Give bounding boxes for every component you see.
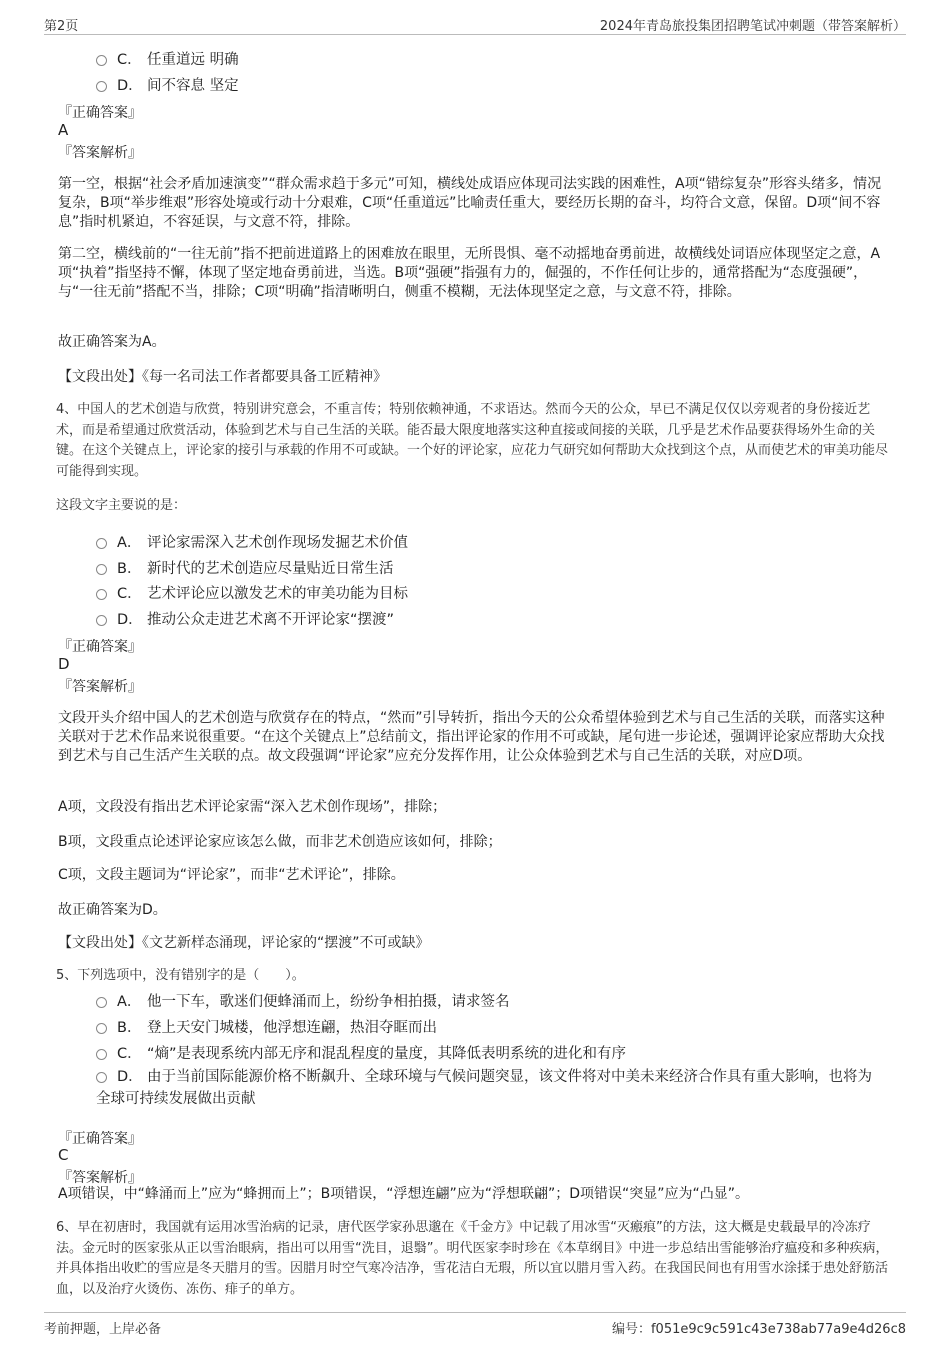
option-b[interactable] (96, 557, 394, 578)
question-prompt: 这段文字主要说的是： (56, 498, 187, 513)
answer-label: 『正确答案』 (58, 105, 142, 121)
analysis-paragraph: 第二空，横线前的“一往无前”指不把前进道路上的困难放在眼里，无所畏惧、毫不动摇地奋勇前进，故横线处词语应体现坚定之意，A项“执着”指坚持不懈，体现了坚定地奋勇前进，当选。B项“强硬”指强有力的，倔强的，不作任何让步的，通常搭配为“态度强硬”，与“一往无前”搭配不当，排除；C项“明确”指清晰明白，侧重不模糊，无法体现坚定之意，与文意不符，排除。 (58, 246, 881, 300)
radio-icon[interactable] (96, 997, 107, 1008)
source-citation: 【文段出处】《每一名司法工作者都要具备工匠精神》 (58, 369, 387, 385)
radio-icon[interactable] (96, 1049, 107, 1060)
answer-value: D (58, 655, 70, 673)
option-text: 由于当前国际能源价格不断飙升、全球环境与气候问题突显，该文件将对中美未来经济合作具有重大影响，也将为全球可持续发展做出贡献 (96, 1069, 872, 1107)
option-text: 艺术评论应以激发艺术的审美功能为目标 (147, 586, 408, 602)
question-stem: 5、下列选项中，没有错别字的是（ ）。 (56, 968, 305, 983)
option-letter: C． (117, 586, 142, 602)
option-d[interactable] (96, 608, 394, 629)
radio-icon[interactable] (96, 538, 107, 549)
analysis-paragraph: 文段开头介绍中国人的艺术创造与欣赏存在的特点，“然而”引导转折，指出今天的公众希望体验到艺术与自己生活的关联，而落实这种关联对于艺术作品来说很重要。“在这个关键点上”总结前文，指出评论家的作用不可或缺，尾句进一步论述，强调评论家应帮助大众找到艺术与自己生活产生关联的点。故文段强调“评论家”应充分发挥作用，让公众体验到艺术与自己生活的关联，对应D项。 (58, 710, 885, 764)
option-text: 间不容息 坚定 (147, 78, 239, 94)
option-text: 任重道远 明确 (147, 52, 239, 68)
option-text: 评论家需深入艺术创作现场发掘艺术价值 (147, 535, 408, 551)
option-c[interactable] (96, 48, 239, 69)
analysis-paragraph: 第一空，根据“社会矛盾加速演变”“群众需求趋于多元”可知，横线处成语应体现司法实践的困难性，A项“错综复杂”形容头绪多，情况复杂，B项“举步维艰”形容处境或行动十分艰难，C项“任重道远”比喻责任重大，要经历长期的奋斗，均符合文意，保留。D项“间不容息”指时机紧迫，不容延误，与文意不符，排除。 (58, 176, 882, 230)
page-number: 第2页 (44, 18, 79, 34)
radio-icon[interactable] (96, 81, 107, 92)
radio-icon[interactable] (96, 55, 107, 66)
radio-icon[interactable] (96, 1023, 107, 1034)
option-letter: A． (117, 994, 142, 1010)
document-id: 编号：f051e9c9c591c43e738ab77a9e4d26c8 (611, 1321, 906, 1337)
answer-value: C (58, 1146, 69, 1164)
source-citation: 【文段出处】《文艺新样态涌现，评论家的“摆渡”不可或缺》 (58, 935, 430, 951)
option-letter: B． (117, 1020, 142, 1036)
analysis-paragraph: A项错误，中“蜂涌而上”应为“蜂拥而上”；B项错误，“浮想连翩”应为“浮想联翩”；D项错误“突显”应为“凸显”。 (58, 1186, 749, 1202)
option-text: 他一下车，歌迷们便蜂涌而上，纷纷争相拍摄，请求签名 (147, 994, 510, 1010)
option-a[interactable] (96, 990, 510, 1011)
question-stem: 4、中国人的艺术创造与欣赏，特别讲究意会，不重言传；特别依赖神通，不求语达。然而今天的公众，早已不满足仅仅以旁观者的身份接近艺术，而是希望通过欣赏活动，体验到艺术与自己生活的关联。能否最大限度地落实这种直接或间接的关联，几乎是艺术作品要获得场外生命的关键。在这个关键点上，评论家的接引与承载的作用不可或缺。一个好的评论家，应花力气研究如何帮助大众找到这个点，从而使艺术的审美功能尽可能得到实现。 (56, 402, 889, 479)
radio-icon[interactable] (96, 589, 107, 600)
analysis-option-c: C项，文段主题词为“评论家”，而非“艺术评论”，排除。 (58, 867, 405, 883)
answer-label: 『正确答案』 (58, 639, 142, 655)
option-text: “熵”是表现系统内部无序和混乱程度的量度，其降低表明系统的进化和有序 (147, 1046, 627, 1062)
option-letter: C． (117, 52, 142, 68)
answer-label: 『正确答案』 (58, 1131, 142, 1147)
analysis-label: 『答案解析』 (58, 679, 142, 695)
option-letter: D． (117, 78, 143, 94)
option-letter: B． (117, 561, 142, 577)
option-letter: C． (117, 1046, 142, 1062)
option-text: 新时代的艺术创造应尽量贴近日常生活 (147, 561, 394, 577)
option-d[interactable] (96, 1066, 886, 1110)
analysis-label: 『答案解析』 (58, 145, 142, 161)
analysis-label: 『答案解析』 (58, 1170, 142, 1186)
option-text: 推动公众走进艺术离不开评论家“摆渡” (147, 612, 395, 628)
option-c[interactable] (96, 582, 408, 603)
page-footer (44, 1312, 906, 1338)
option-letter: A． (117, 535, 142, 551)
option-text: 登上天安门城楼，他浮想连翩，热泪夺眶而出 (147, 1020, 437, 1036)
analysis-option-b: B项，文段重点论述评论家应该怎么做，而非艺术创造应该如何，排除； (58, 834, 502, 850)
analysis-option-a: A项，文段没有指出艺术评论家需“深入艺术创作现场”，排除； (58, 799, 447, 815)
option-c[interactable] (96, 1042, 626, 1063)
radio-icon[interactable] (96, 615, 107, 626)
radio-icon[interactable] (96, 564, 107, 575)
option-letter: D． (117, 1069, 143, 1085)
answer-value: A (58, 121, 69, 139)
question-stem: 6、早在初唐时，我国就有运用冰雪治病的记录，唐代医学家孙思邈在《千金方》中记载了用冰雪“灭瘢痕”的方法，这大概是史载最早的冷冻疗法。金元时的医家张从正以雪治眼病，指出可以用雪“洗目，退翳”。明代医家李时珍在《本草纲目》中进一步总结出雪能够治疗瘟疫和多种疾病，并具体指出收贮的雪应是冬天腊月的雪。因腊月时空气寒冷洁净，雪花洁白无瑕，所以宜以腊月雪入药。在我国民间也有用雪水涂揉于患处舒筋活血，以及治疗火烫伤、冻伤、痱子的单方。 (56, 1220, 889, 1297)
option-d[interactable] (96, 74, 239, 95)
conclusion: 故正确答案为D。 (58, 902, 167, 918)
option-a[interactable] (96, 531, 408, 552)
radio-icon[interactable] (96, 1072, 107, 1083)
conclusion: 故正确答案为A。 (58, 334, 166, 350)
option-b[interactable] (96, 1016, 437, 1037)
page-header (44, 14, 906, 35)
option-letter: D． (117, 612, 143, 628)
footer-slogan: 考前押题，上岸必备 (44, 1321, 162, 1337)
document-title: 2024年青岛旅投集团招聘笔试冲刺题（带答案解析） (599, 18, 906, 34)
